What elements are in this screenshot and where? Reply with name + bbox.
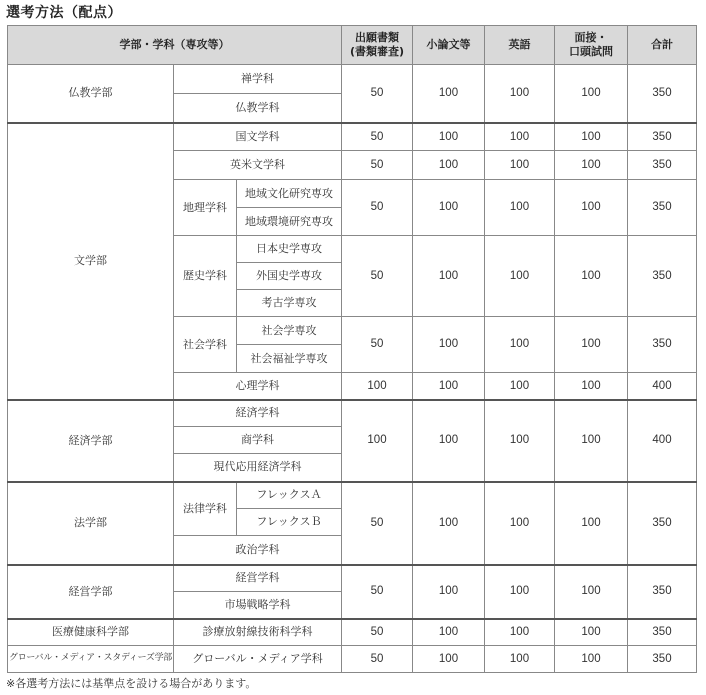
score-interview: 100: [555, 565, 628, 619]
score-docs: 50: [342, 180, 413, 236]
footnote: ※各選考方法には基準点を設ける場合があります。: [6, 677, 257, 690]
score-english: 100: [485, 646, 555, 673]
score-docs: 100: [342, 400, 413, 482]
score-docs: 50: [342, 646, 413, 673]
score-interview: 100: [555, 400, 628, 482]
header-interview: 面接・ 口頭試問: [555, 26, 628, 65]
score-english: 100: [485, 317, 555, 373]
dept-zen: 禅学科: [174, 65, 342, 94]
score-essay: 100: [413, 373, 485, 400]
score-total: 350: [628, 482, 697, 565]
score-docs: 50: [342, 317, 413, 373]
table-row: [8, 123, 697, 151]
score-docs: 50: [342, 65, 413, 123]
score-total: 350: [628, 123, 697, 151]
score-essay: 100: [413, 65, 485, 123]
page-title: 選考方法（配点）: [6, 5, 122, 21]
header-row: [8, 26, 697, 65]
table-row: [8, 619, 697, 646]
faculty-bukkyo: 仏教学部: [8, 65, 174, 123]
header-dept: 学部・学科（専攻等）: [8, 26, 342, 65]
table-row: [8, 482, 697, 509]
score-docs: 50: [342, 482, 413, 565]
score-interview: 100: [555, 151, 628, 180]
major-kokogaku: 考古学専攻: [237, 290, 342, 317]
score-docs: 50: [342, 236, 413, 317]
score-docs: 50: [342, 565, 413, 619]
score-interview: 100: [555, 482, 628, 565]
major-flex-a: フレックスＡ: [237, 482, 342, 509]
dept-shinri: 心理学科: [174, 373, 342, 400]
header-total: 合計: [628, 26, 697, 65]
score-total: 350: [628, 646, 697, 673]
table-row: [8, 400, 697, 427]
header-english: 英語: [485, 26, 555, 65]
faculty-keiei: 経営学部: [8, 565, 174, 619]
dept-shakai: 社会学科: [174, 317, 237, 373]
table-row: [8, 565, 697, 592]
score-interview: 100: [555, 180, 628, 236]
table-row: [8, 65, 697, 94]
dept-kokubun: 国文学科: [174, 123, 342, 151]
dept-keizai: 経済学科: [174, 400, 342, 427]
dept-eibei: 英米文学科: [174, 151, 342, 180]
faculty-bungaku: 文学部: [8, 123, 174, 400]
score-english: 100: [485, 373, 555, 400]
score-table: [7, 25, 697, 673]
score-docs: 100: [342, 373, 413, 400]
faculty-gms: グローバル・メディア・スタディーズ学部: [8, 646, 174, 673]
score-total: 350: [628, 619, 697, 646]
header-essay: 小論文等: [413, 26, 485, 65]
score-total: 350: [628, 151, 697, 180]
header-docs: 出願書類 (書類審査): [342, 26, 413, 65]
major-shakaigaku: 社会学専攻: [237, 317, 342, 345]
score-total: 400: [628, 400, 697, 482]
faculty-iryo: 医療健康科学部: [8, 619, 174, 646]
score-essay: 100: [413, 482, 485, 565]
score-total: 400: [628, 373, 697, 400]
score-essay: 100: [413, 123, 485, 151]
dept-horitsu: 法律学科: [174, 482, 237, 536]
score-english: 100: [485, 619, 555, 646]
major-nihonshi: 日本史学専攻: [237, 236, 342, 263]
major-flex-b: フレックスＢ: [237, 509, 342, 536]
major-gaikokushi: 外国史学専攻: [237, 263, 342, 290]
dept-shogaku: 商学科: [174, 427, 342, 454]
score-interview: 100: [555, 65, 628, 123]
dept-shinryo: 診療放射線技術科学科: [174, 619, 342, 646]
dept-shijo-senryaku: 市場戦略学科: [174, 592, 342, 619]
score-essay: 100: [413, 400, 485, 482]
score-interview: 100: [555, 646, 628, 673]
dept-keiei: 経営学科: [174, 565, 342, 592]
score-english: 100: [485, 180, 555, 236]
score-total: 350: [628, 317, 697, 373]
dept-rekishi: 歴史学科: [174, 236, 237, 317]
dept-seiji: 政治学科: [174, 536, 342, 565]
score-essay: 100: [413, 619, 485, 646]
major-chiiki-kankyo: 地域環境研究専攻: [237, 208, 342, 236]
score-interview: 100: [555, 373, 628, 400]
score-docs: 50: [342, 619, 413, 646]
score-essay: 100: [413, 646, 485, 673]
score-english: 100: [485, 236, 555, 317]
faculty-keizai: 経済学部: [8, 400, 174, 482]
score-total: 350: [628, 65, 697, 123]
score-english: 100: [485, 482, 555, 565]
major-chiiki-bunka: 地域文化研究専攻: [237, 180, 342, 208]
dept-bukkyo: 仏教学科: [174, 94, 342, 123]
score-english: 100: [485, 565, 555, 619]
score-interview: 100: [555, 317, 628, 373]
score-total: 350: [628, 236, 697, 317]
score-essay: 100: [413, 180, 485, 236]
score-interview: 100: [555, 123, 628, 151]
dept-global-media: グローバル・メディア学科: [174, 646, 342, 673]
score-essay: 100: [413, 151, 485, 180]
score-total: 350: [628, 180, 697, 236]
score-english: 100: [485, 400, 555, 482]
major-shakaifukushi: 社会福祉学専攻: [237, 345, 342, 373]
score-essay: 100: [413, 236, 485, 317]
score-english: 100: [485, 151, 555, 180]
score-docs: 50: [342, 123, 413, 151]
score-interview: 100: [555, 619, 628, 646]
score-total: 350: [628, 565, 697, 619]
score-docs: 50: [342, 151, 413, 180]
dept-gendai-oyo: 現代応用経済学科: [174, 454, 342, 482]
score-essay: 100: [413, 565, 485, 619]
table-row: [8, 646, 697, 673]
score-essay: 100: [413, 317, 485, 373]
faculty-hogaku: 法学部: [8, 482, 174, 565]
score-interview: 100: [555, 236, 628, 317]
dept-chiri: 地理学科: [174, 180, 237, 236]
score-english: 100: [485, 123, 555, 151]
score-english: 100: [485, 65, 555, 123]
